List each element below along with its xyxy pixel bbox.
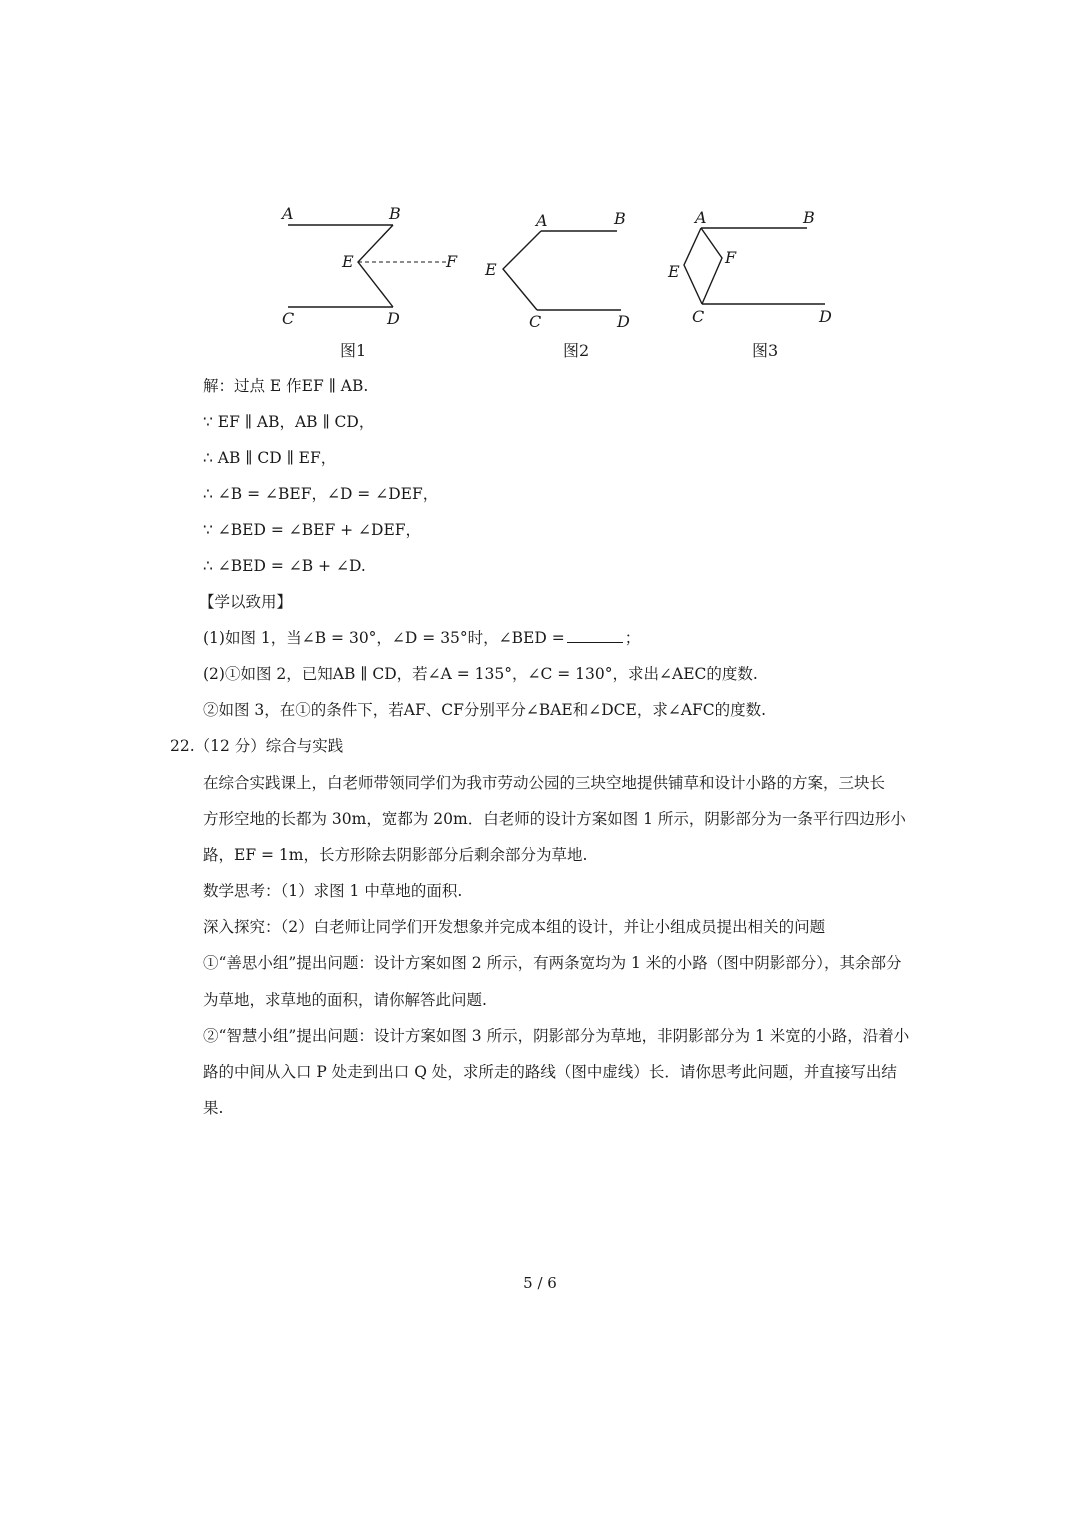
q22-line-4: 数学思考：（1）求图 1 中草地的面积. — [203, 882, 463, 900]
apply-question-2b: ②如图 3，在①的条件下，若AF、CF分别平分∠BAE和∠DCE，求∠AFC的度数. — [203, 701, 767, 719]
q22-line-1: 在综合实践课上，白老师带领同学们为我市劳动公园的三块空地提供铺草和设计小路的方案，三块长 — [203, 774, 886, 792]
fig1-label-c: C — [282, 309, 295, 328]
solution-line-3: ∴ AB ∥ CD ∥ EF， — [203, 449, 337, 467]
solution-line-6: ∴ ∠BED = ∠B + ∠D. — [203, 557, 366, 575]
apply-heading: 【学以致用】 — [199, 593, 293, 611]
page-number: 5 / 6 — [523, 1274, 557, 1292]
solution-line-5: ∵ ∠BED = ∠BEF + ∠DEF， — [203, 521, 422, 539]
fig2-label-a: A — [536, 211, 548, 230]
q1-text: (1)如图 1，当∠B = 30°，∠D = 35°时，∠BED = — [203, 629, 565, 647]
fig1-label-d: D — [387, 309, 400, 328]
fig1-label-e: E — [342, 252, 354, 271]
fig2-caption: 图2 — [563, 341, 590, 360]
q22-line-2: 方形空地的长都为 30m，宽都为 20m．白老师的设计方案如图 1 所示，阴影部分为一条平行四边形小 — [203, 810, 906, 828]
solution-line-1: 解：过点 E 作EF ∥ AB. — [203, 377, 369, 395]
fig1-label-b: B — [389, 204, 401, 223]
fig2-label-d: D — [617, 312, 630, 331]
fig3-label-e: E — [668, 262, 680, 281]
fig2-label-e: E — [485, 260, 497, 279]
apply-question-1 — [203, 628, 640, 648]
q22-line-8: ②“智慧小组”提出问题：设计方案如图 3 所示，阴影部分为草地，非阴影部分为 1 米宽的小路，沿着小 — [203, 1027, 910, 1045]
apply-question-2a: (2)①如图 2，已知AB ∥ CD，若∠A = 135°，∠C = 130°，求出∠AEC的度数. — [203, 665, 758, 683]
q22-line-6: ①“善思小组”提出问题：设计方案如图 2 所示，有两条宽均为 1 米的小路（图中阴影部分），其余部分 — [203, 954, 902, 972]
q22-line-3: 路，EF = 1m，长方形除去阴影部分后剩余部分为草地. — [203, 846, 588, 864]
q22-title: 22.（12 分）综合与实践 — [170, 737, 344, 755]
q22-line-5: 深入探究：（2）白老师让同学们开发想象并完成本组的设计，并让小组成员提出相关的问题 — [203, 918, 826, 936]
fig3-label-a: A — [695, 208, 707, 227]
answer-blank — [567, 628, 623, 643]
fig3-caption: 图3 — [752, 341, 779, 360]
geometry-figures — [0, 0, 1080, 380]
fig3-label-f: F — [725, 248, 737, 267]
q22-line-9: 路的中间从入口 P 处走到出口 Q 处，求所走的路线（图中虚线）长．请你思考此问题，并直接写出结 — [203, 1063, 897, 1081]
q22-line-10: 果. — [203, 1099, 224, 1117]
fig1-label-a: A — [282, 204, 294, 223]
fig1-caption: 图1 — [340, 341, 367, 360]
q22-line-7: 为草地，求草地的面积，请你解答此问题. — [203, 991, 487, 1009]
fig2-label-b: B — [614, 209, 626, 228]
figure-2 — [503, 231, 621, 310]
fig3-label-c: C — [692, 307, 705, 326]
fig3-label-d: D — [819, 307, 832, 326]
solution-line-2: ∵ EF ∥ AB，AB ∥ CD， — [203, 413, 375, 431]
fig1-label-f: F — [446, 252, 458, 271]
fig3-label-b: B — [803, 208, 815, 227]
figure-1 — [288, 225, 446, 307]
q1-suffix: ； — [624, 629, 641, 647]
solution-line-4: ∴ ∠B = ∠BEF，∠D = ∠DEF， — [203, 485, 439, 503]
fig2-label-c: C — [529, 312, 542, 331]
figure-3 — [684, 228, 825, 304]
